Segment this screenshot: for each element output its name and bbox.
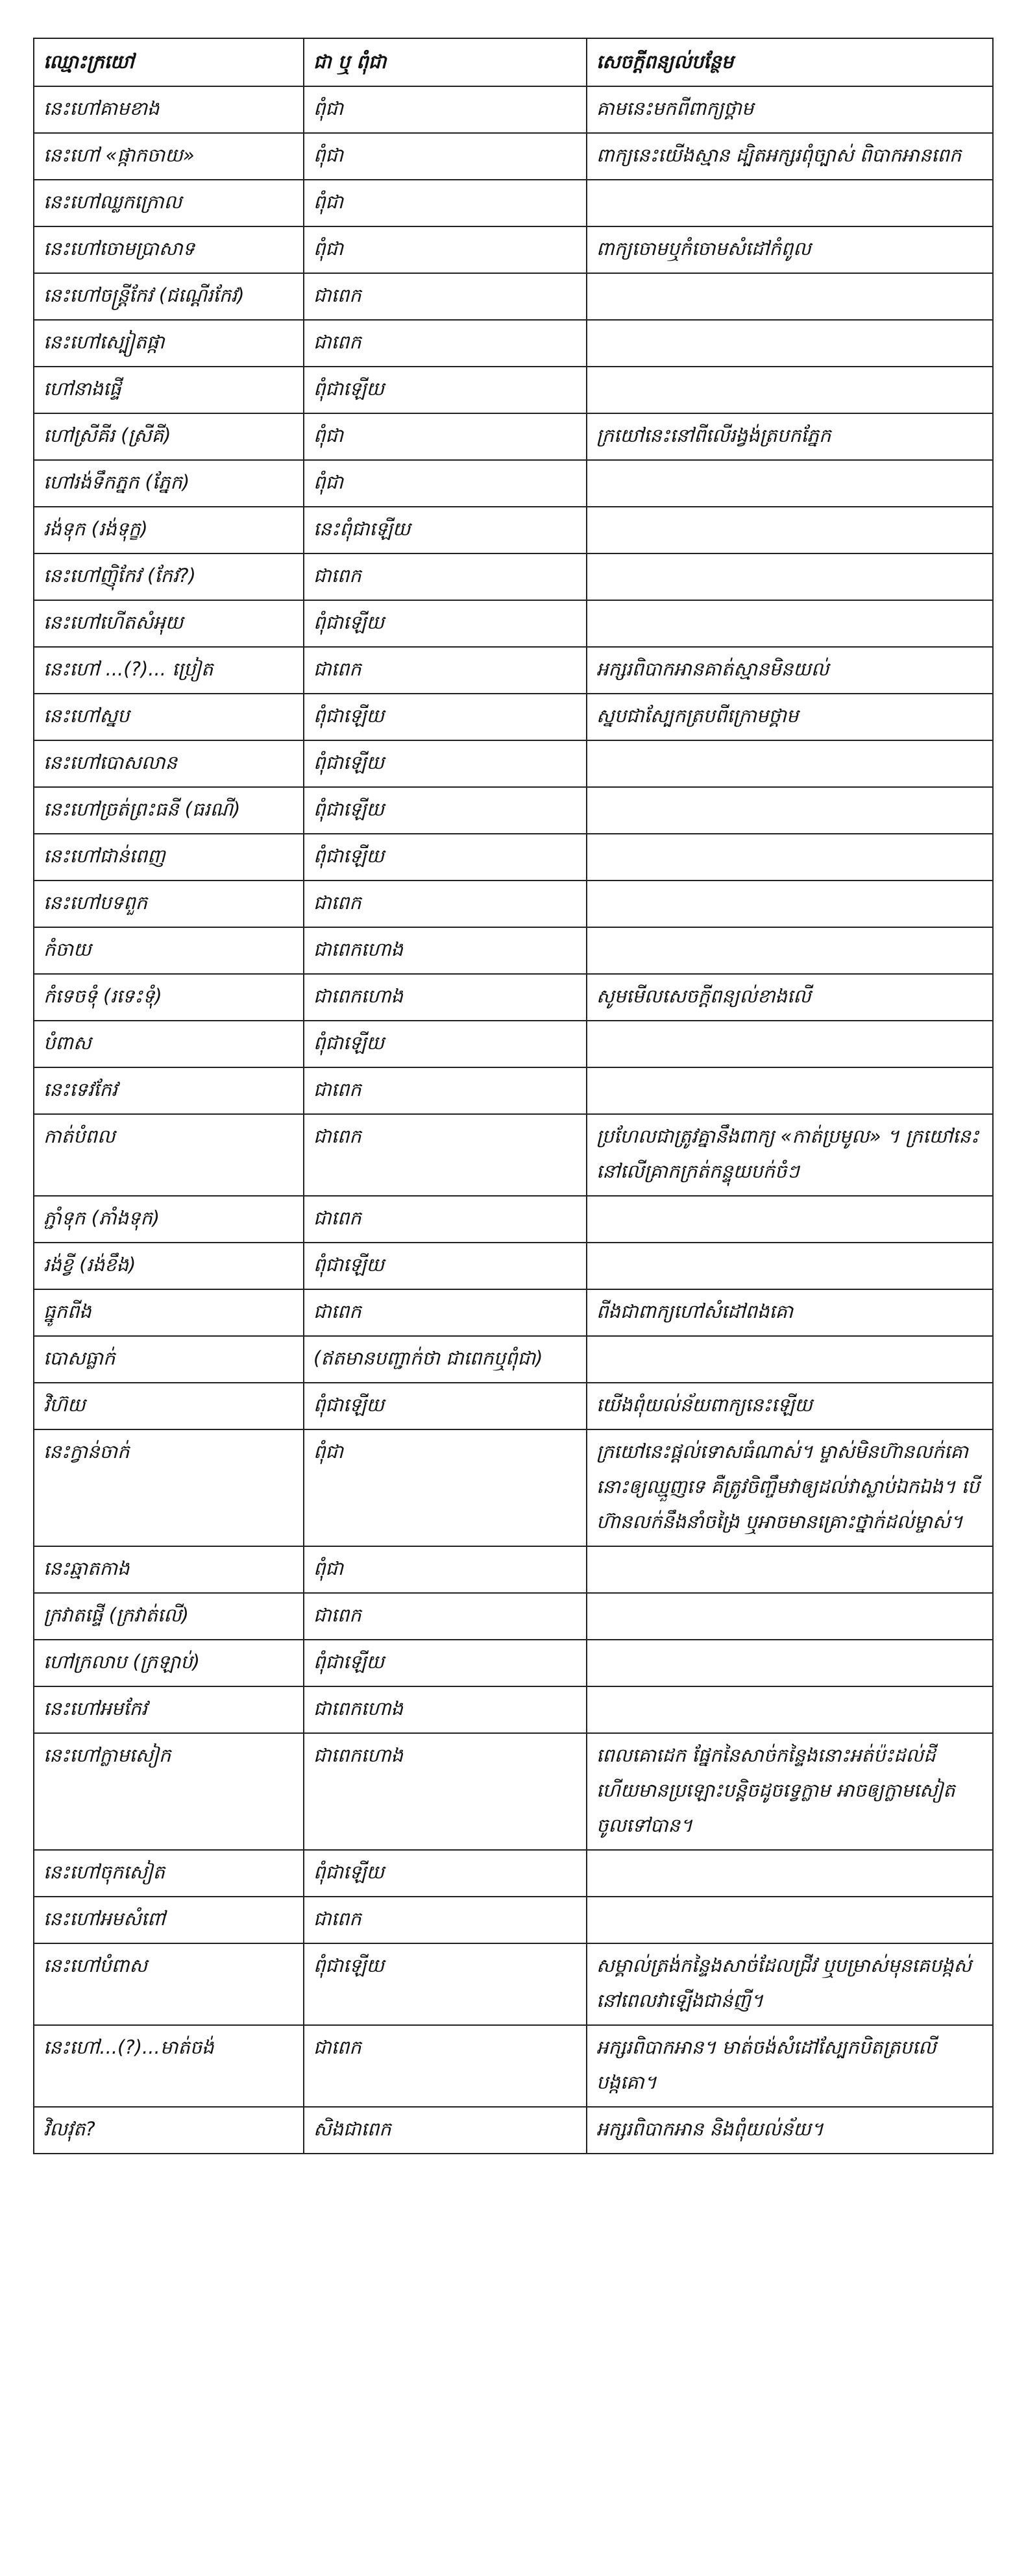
row-note-cell: អក្សរពិបាកអានគាត់ស្មានមិនយល់	[587, 647, 993, 694]
table-row	[34, 1243, 993, 1289]
row-status-cell: ពុំជា	[304, 460, 587, 507]
row-note-cell: អក្សរពិបាកអាន។ មាត់ចង់សំដៅស្បែកបិតត្របលើបង្កគោ។	[587, 2025, 993, 2107]
table-row	[34, 226, 993, 273]
row-note-cell	[587, 740, 993, 787]
row-note-cell: ពីងជាពាក្យហៅសំដៅពងគោ	[587, 1289, 993, 1336]
table-row	[34, 1196, 993, 1243]
row-status-cell: ពុំជា	[304, 1546, 587, 1593]
row-status-cell: ជាពេក	[304, 1196, 587, 1243]
row-name-cell: នេះហៅបទពួក	[34, 881, 304, 927]
row-note-cell: ស្នបជាស្បែកត្របពីក្រោមថ្គាម	[587, 694, 993, 740]
row-status-cell: ជាពេក	[304, 320, 587, 367]
table-row	[34, 413, 993, 460]
row-status-cell: ពុំជា	[304, 86, 587, 133]
table-row	[34, 1850, 993, 1897]
table-row	[34, 1593, 993, 1640]
row-status-cell: ពុំជាឡើយ	[304, 787, 587, 834]
row-name-cell: នេះហៅចន្ត្រីកែវ (ជណ្តើរកែវ)	[34, 273, 304, 320]
row-name-cell: នេះក្វាន់ចាក់	[34, 1429, 304, 1546]
row-status-cell: ពុំជា	[304, 226, 587, 273]
table-row	[34, 1021, 993, 1067]
table-row	[34, 320, 993, 367]
table-row	[34, 647, 993, 694]
table-row	[34, 180, 993, 226]
row-status-cell: ជាពេក	[304, 647, 587, 694]
table-row	[34, 1546, 993, 1593]
row-name-cell: ធ្នូកពីង	[34, 1289, 304, 1336]
row-note-cell	[587, 1021, 993, 1067]
header-note: សេចក្តីពន្យល់បន្ថែម	[587, 38, 993, 86]
header-status: ជា ឬ ពុំជា	[304, 38, 587, 86]
row-status-cell: ពុំជាឡើយ	[304, 694, 587, 740]
table-row	[34, 740, 993, 787]
row-note-cell	[587, 273, 993, 320]
row-name-cell: នេះហៅអមកែវ	[34, 1686, 304, 1733]
row-name-cell: ហៅក្រលាប (ក្រឡាប់)	[34, 1640, 304, 1686]
row-status-cell: សិងជាពេក	[304, 2107, 587, 2154]
row-note-cell: ក្រយៅនេះនៅពីលើរង្វង់ត្របកភ្នែក	[587, 413, 993, 460]
table-header	[34, 38, 993, 86]
table-row	[34, 553, 993, 600]
row-note-cell: សូមមើលសេចក្តីពន្យល់ខាងលើ	[587, 974, 993, 1021]
table-row	[34, 1429, 993, 1546]
row-name-cell: នេះហៅចោមប្រាសាទ	[34, 226, 304, 273]
row-name-cell: នេះហៅ «ផ្កាកចាយ»	[34, 133, 304, 180]
row-name-cell: នេះហៅអមសំពៅ	[34, 1897, 304, 1943]
row-name-cell: រង់ខ្វី (រង់ខឹង)	[34, 1243, 304, 1289]
row-name-cell: រង់ទុក (រង់ទុក្ខ)	[34, 507, 304, 553]
row-note-cell	[587, 180, 993, 226]
table-row	[34, 1289, 993, 1336]
row-status-cell: ពុំជាឡើយ	[304, 834, 587, 881]
row-name-cell: ហៅស្រីគីរ (ស្រីគី)	[34, 413, 304, 460]
row-name-cell: នេះហៅឈ្លកក្រោល	[34, 180, 304, 226]
row-status-cell: ពុំជា	[304, 180, 587, 226]
row-status-cell: ពុំជាឡើយ	[304, 1383, 587, 1429]
table-body	[34, 86, 993, 2154]
row-status-cell: ជាពេកហោង	[304, 1733, 587, 1850]
row-name-cell: នេះហៅស្នប	[34, 694, 304, 740]
row-note-cell: ប្រហែលជាត្រូវគ្នានឹងពាក្យ «កាត់ប្រមូល» ។ ក្រយៅនេះនៅលើគ្រាកក្រត់កន្ទុយបក់ចំៗ	[587, 1114, 993, 1196]
row-note-cell	[587, 553, 993, 600]
row-note-cell	[587, 1686, 993, 1733]
row-status-cell: ពុំជាឡើយ	[304, 1243, 587, 1289]
row-name-cell: នេះហៅគាមខាង	[34, 86, 304, 133]
row-status-cell: ពុំជាឡើយ	[304, 600, 587, 647]
row-note-cell: អក្សរពិបាកអាន និងពុំយល់ន័យ។	[587, 2107, 993, 2154]
row-note-cell	[587, 1850, 993, 1897]
table-row	[34, 2107, 993, 2154]
row-note-cell	[587, 1593, 993, 1640]
row-name-cell: ភ្ជាំទុក (ភាំងទុក)	[34, 1196, 304, 1243]
row-note-cell: ពេលគោដេក ផ្នែកនៃសាច់កន្ទៃងនោះអត់ប៉ះដល់ដី ហើយមានប្រឡោះបន្តិចដូចទ្វេក្លាម អាចឲ្យក្លាមសៀតចូលទៅបាន។	[587, 1733, 993, 1850]
table-row	[34, 600, 993, 647]
row-status-cell: ជាពេក	[304, 1067, 587, 1114]
marks-table	[33, 38, 994, 2154]
row-note-cell	[587, 1546, 993, 1593]
row-note-cell	[587, 1640, 993, 1686]
row-name-cell: ក្រវាតផ្ទើ (ក្រវាត់លើ)	[34, 1593, 304, 1640]
row-name-cell: វិលវុត?	[34, 2107, 304, 2154]
row-name-cell: នេះហៅបោសលាន	[34, 740, 304, 787]
row-status-cell: ពុំជាឡើយ	[304, 740, 587, 787]
table-row	[34, 787, 993, 834]
row-note-cell	[587, 1336, 993, 1383]
table-row	[34, 1686, 993, 1733]
row-note-cell	[587, 507, 993, 553]
row-status-cell: ជាពេក	[304, 553, 587, 600]
header-row	[34, 38, 993, 86]
row-note-cell	[587, 1067, 993, 1114]
row-status-cell: ពុំជាឡើយ	[304, 1021, 587, 1067]
table-row	[34, 1733, 993, 1850]
table-row	[34, 1383, 993, 1429]
row-status-cell: (ឥតមានបញ្ជាក់ថា ជាពេកឬពុំជា)	[304, 1336, 587, 1383]
row-name-cell: នេះហៅញ៉ិកែវ (កែវ?)	[34, 553, 304, 600]
header-name: ឈ្មោះក្រយៅ	[34, 38, 304, 86]
row-status-cell: ពុំជា	[304, 1429, 587, 1546]
row-note-cell	[587, 1243, 993, 1289]
row-status-cell: ជាពេក	[304, 1593, 587, 1640]
row-note-cell: គាមនេះមកពីពាក្យថ្គាម	[587, 86, 993, 133]
row-name-cell: នេះហៅហើតសំអុយ	[34, 600, 304, 647]
table-row	[34, 974, 993, 1021]
table-row	[34, 133, 993, 180]
row-note-cell	[587, 460, 993, 507]
table-row	[34, 460, 993, 507]
table-row	[34, 1943, 993, 2025]
row-status-cell: ជាពេក	[304, 273, 587, 320]
row-note-cell	[587, 320, 993, 367]
row-name-cell: នេះទេវកែវ	[34, 1067, 304, 1114]
row-status-cell: ជាពេក	[304, 1897, 587, 1943]
row-status-cell: ពុំជា	[304, 133, 587, 180]
row-status-cell: ជាពេកហោង	[304, 974, 587, 1021]
row-status-cell: ជាពេក	[304, 1114, 587, 1196]
row-name-cell: នេះហៅ ...(?)... ប្រៀត	[34, 647, 304, 694]
row-note-cell	[587, 1196, 993, 1243]
row-status-cell: ពុំជាឡើយ	[304, 1850, 587, 1897]
row-name-cell: ហៅនាងផ្ទើ	[34, 367, 304, 413]
row-name-cell: នេះហៅជាន់ពេញ	[34, 834, 304, 881]
row-note-cell	[587, 1897, 993, 1943]
row-status-cell: ជាពេក	[304, 1289, 587, 1336]
row-status-cell: ជាពេកហោង	[304, 1686, 587, 1733]
row-name-cell: បំពាស	[34, 1021, 304, 1067]
row-name-cell: នេះហៅបំពាស	[34, 1943, 304, 2025]
row-note-cell: ពាក្យចោមឬកំចោមសំដៅកំពូល	[587, 226, 993, 273]
table-row	[34, 694, 993, 740]
table-row	[34, 86, 993, 133]
table-row	[34, 881, 993, 927]
row-status-cell: ពុំជាឡើយ	[304, 367, 587, 413]
row-status-cell: ជាពេក	[304, 881, 587, 927]
row-note-cell: យើងពុំយល់ន័យពាក្យនេះឡើយ	[587, 1383, 993, 1429]
row-note-cell	[587, 787, 993, 834]
row-note-cell: ពាក្យនេះយើងស្មាន ដ្បិតអក្សរពុំច្បាស់ ពិបាកអានពេក	[587, 133, 993, 180]
table-row	[34, 1640, 993, 1686]
row-status-cell: ជាពេក	[304, 2025, 587, 2107]
row-status-cell: នេះពុំជាឡើយ	[304, 507, 587, 553]
row-name-cell: កាត់បំពល	[34, 1114, 304, 1196]
row-status-cell: ជាពេកហោង	[304, 927, 587, 974]
row-status-cell: ពុំជា	[304, 413, 587, 460]
table-row	[34, 1114, 993, 1196]
row-name-cell: នេះហៅ...(?)...មាត់ចង់	[34, 2025, 304, 2107]
row-status-cell: ពុំជាឡើយ	[304, 1943, 587, 2025]
table-row	[34, 1897, 993, 1943]
row-note-cell	[587, 834, 993, 881]
row-name-cell: ហៅរង់ទឹកភ្នក (ភ្នែក)	[34, 460, 304, 507]
table-row	[34, 2025, 993, 2107]
table-row	[34, 273, 993, 320]
row-name-cell: កំទេចទុំ (រទេះទុំ)	[34, 974, 304, 1021]
row-name-cell: វិហ៊យ	[34, 1383, 304, 1429]
row-name-cell: បោសធ្លាក់	[34, 1336, 304, 1383]
row-status-cell: ពុំជាឡើយ	[304, 1640, 587, 1686]
row-name-cell: នេះហៅច្រត់ព្រះធនី (ធរណី)	[34, 787, 304, 834]
row-name-cell: កំចាយ	[34, 927, 304, 974]
row-note-cell	[587, 367, 993, 413]
row-note-cell	[587, 600, 993, 647]
row-name-cell: នេះហៅក្លាមសៀក	[34, 1733, 304, 1850]
table-row	[34, 507, 993, 553]
row-name-cell: នេះហៅចុកសៀត	[34, 1850, 304, 1897]
row-note-cell: សម្គាល់ត្រង់កន្ទៃងសាច់ដែលជ្រីវ ឬបម្រាស់មុនគេបង្កស់នៅពេលវាឡើងជាន់ញី។	[587, 1943, 993, 2025]
table-row	[34, 1067, 993, 1114]
row-note-cell: ក្រយៅនេះផ្តល់ទោសធំណាស់។ ម្ចាស់មិនហ៊ានលក់គោនោះឲ្យឈ្មួញទេ គឺត្រូវចិញ្ចឹមវាឲ្យដល់វាស្លាប់ឯកឯង។ បើហ៊ានលក់នឹងនាំចង្រៃ ឬអាចមានគ្រោះថ្នាក់ដល់ម្ចាស់។	[587, 1429, 993, 1546]
row-name-cell: នេះហៅស្បៀតផ្កា	[34, 320, 304, 367]
row-note-cell	[587, 927, 993, 974]
document-page	[33, 38, 992, 2154]
table-row	[34, 1336, 993, 1383]
row-name-cell: នេះឆ្មាតកាង	[34, 1546, 304, 1593]
row-note-cell	[587, 881, 993, 927]
table-row	[34, 927, 993, 974]
table-row	[34, 834, 993, 881]
table-row	[34, 367, 993, 413]
